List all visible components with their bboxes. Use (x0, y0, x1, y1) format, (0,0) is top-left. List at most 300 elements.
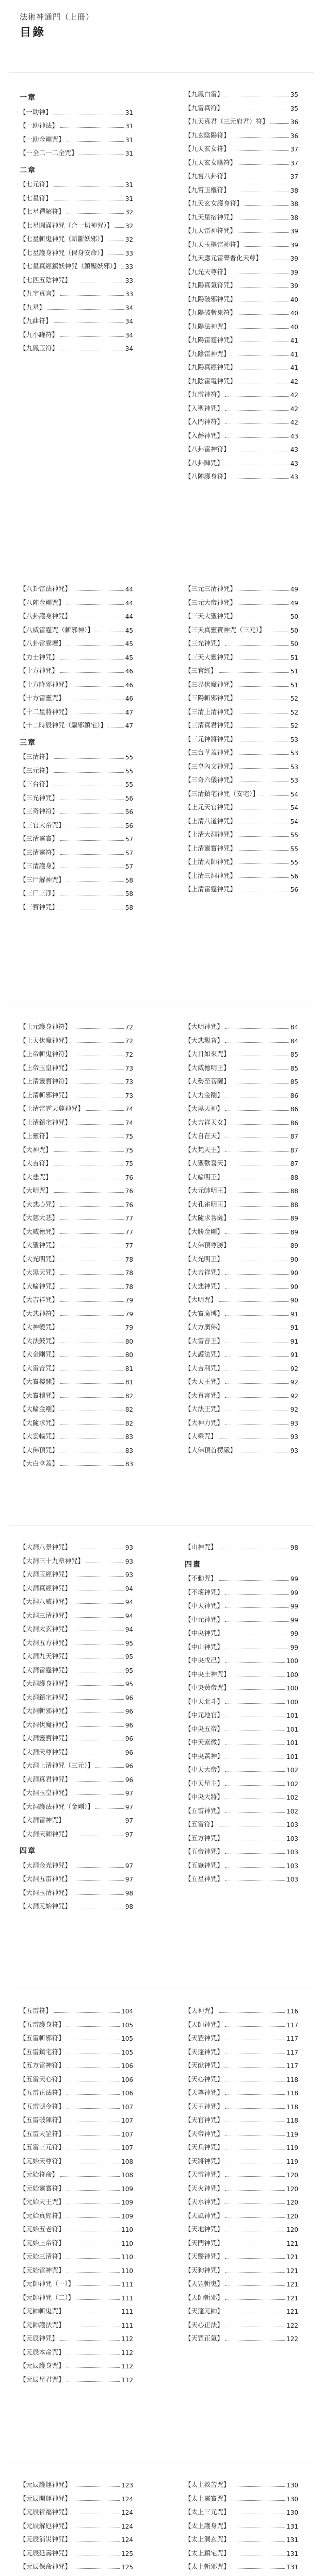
toc-entry[interactable] (185, 2046, 298, 2056)
toc-entry[interactable] (185, 252, 298, 262)
toc-entry[interactable] (185, 402, 298, 413)
toc-entry[interactable] (20, 1376, 133, 1386)
toc-entry[interactable] (20, 1430, 133, 1440)
toc-entry[interactable] (20, 2506, 133, 2516)
toc-entry[interactable] (185, 2520, 298, 2530)
toc-entry[interactable] (20, 1746, 133, 1756)
toc-entry[interactable] (20, 1458, 133, 1468)
toc-entry[interactable] (20, 192, 133, 202)
toc-entry[interactable] (20, 1787, 133, 1797)
toc-entry-title: 【九天雷神符咒】 (185, 227, 237, 234)
toc-entry[interactable] (185, 293, 298, 303)
toc-entry[interactable] (185, 828, 298, 839)
toc-entry[interactable] (20, 2223, 133, 2233)
toc-entry[interactable] (20, 315, 133, 325)
toc-entry-title: 【九小罐符】 (20, 330, 59, 338)
toc-entry[interactable] (20, 2087, 133, 2097)
toc-entry[interactable] (185, 2292, 298, 2302)
toc-entry[interactable] (20, 765, 133, 775)
toc-entry[interactable] (20, 846, 133, 857)
toc-entry[interactable] (185, 2168, 298, 2179)
toc-entry[interactable] (185, 457, 298, 467)
toc-entry[interactable] (185, 1130, 298, 1140)
toc-entry[interactable] (185, 637, 298, 648)
toc-entry[interactable] (185, 2493, 298, 2503)
toc-entry[interactable] (20, 2533, 133, 2544)
toc-entry[interactable] (20, 2168, 133, 2179)
toc-entry[interactable] (20, 1828, 133, 1838)
toc-entry[interactable] (185, 416, 298, 426)
toc-entry[interactable] (20, 2155, 133, 2165)
toc-entry[interactable] (185, 2278, 298, 2288)
toc-entry[interactable] (185, 2196, 298, 2206)
toc-entry[interactable] (20, 610, 133, 620)
toc-entry[interactable] (20, 2032, 133, 2042)
toc-entry[interactable] (185, 692, 298, 702)
toc-entry[interactable] (185, 1184, 298, 1195)
toc-entry[interactable] (185, 842, 298, 853)
dot-leader (60, 295, 124, 296)
toc-entry[interactable] (185, 1709, 298, 1719)
toc-entry[interactable] (20, 260, 133, 270)
toc-entry[interactable] (20, 2547, 133, 2557)
toc-entry-title: 【一全二一二全咒】 (20, 149, 78, 157)
toc-entry[interactable] (185, 2073, 298, 2083)
toc-entry[interactable] (20, 1212, 133, 1222)
toc-entry[interactable] (185, 719, 298, 730)
toc-entry[interactable] (20, 1321, 133, 1331)
toc-entry[interactable] (185, 443, 298, 453)
dot-leader (60, 672, 124, 673)
toc-entry[interactable] (20, 2196, 133, 2206)
toc-entry[interactable] (185, 1696, 298, 1706)
toc-entry[interactable] (20, 1144, 133, 1154)
toc-entry[interactable] (185, 651, 298, 662)
toc-entry[interactable] (20, 1089, 133, 1099)
toc-entry[interactable] (185, 1805, 298, 1815)
toc-entry[interactable] (20, 792, 133, 802)
toc-entry[interactable] (185, 430, 298, 440)
toc-entry[interactable] (20, 1541, 133, 1551)
toc-entry[interactable] (20, 624, 133, 634)
toc-entry-title: 【天地神咒】 (185, 2225, 224, 2233)
toc-entry[interactable] (185, 102, 298, 112)
toc-entry[interactable] (20, 751, 133, 761)
toc-entry[interactable] (20, 2046, 133, 2056)
toc-entry[interactable] (185, 1723, 298, 1733)
toc-entry-title: 【天罡斬鬼】 (185, 2280, 224, 2287)
toc-entry[interactable] (20, 2319, 133, 2329)
toc-entry[interactable] (185, 2114, 298, 2124)
toc-entry-title: 【九陽法神咒】 (185, 322, 230, 330)
toc-entry[interactable] (20, 1198, 133, 1209)
toc-entry[interactable] (20, 1103, 133, 1113)
toc-entry[interactable] (185, 665, 298, 675)
toc-entry[interactable] (185, 2547, 298, 2557)
toc-entry[interactable] (20, 206, 133, 216)
toc-entry[interactable] (185, 1239, 298, 1249)
toc-entry[interactable] (20, 1280, 133, 1291)
toc-entry[interactable] (185, 115, 298, 126)
toc-entry[interactable] (185, 334, 298, 344)
toc-entry[interactable] (185, 2250, 298, 2261)
toc-entry[interactable] (185, 1572, 298, 1583)
toc-entry[interactable] (20, 901, 133, 911)
toc-entry[interactable] (20, 597, 133, 607)
toc-entry[interactable] (185, 1035, 298, 1045)
toc-entry[interactable] (20, 1859, 133, 1870)
dot-leader (225, 1880, 285, 1881)
toc-entry[interactable] (20, 2479, 133, 2489)
toc-entry[interactable] (20, 2493, 133, 2503)
toc-entry[interactable] (20, 1900, 133, 1910)
toc-entry[interactable] (20, 2100, 133, 2111)
toc-entry[interactable] (20, 2141, 133, 2151)
toc-entry[interactable] (20, 805, 133, 816)
dot-leader (219, 672, 289, 673)
toc-entry[interactable] (185, 1627, 298, 1637)
toc-entry[interactable] (20, 2360, 133, 2370)
dot-leader (67, 2108, 120, 2109)
toc-entry[interactable] (185, 597, 298, 607)
toc-entry[interactable] (185, 733, 298, 743)
toc-entry[interactable] (20, 1623, 133, 1633)
toc-entry[interactable] (20, 819, 133, 829)
toc-entry[interactable] (185, 1116, 298, 1127)
toc-entry[interactable] (20, 147, 133, 157)
toc-entry[interactable] (20, 1677, 133, 1688)
toc-entry[interactable] (185, 170, 298, 180)
toc-entry[interactable] (185, 1348, 298, 1359)
toc-entry[interactable] (185, 1075, 298, 1086)
toc-entry[interactable] (185, 2305, 298, 2315)
toc-entry[interactable] (20, 637, 133, 648)
toc-entry[interactable] (185, 211, 298, 222)
toc-entry[interactable] (185, 2100, 298, 2111)
toc-entry[interactable] (185, 1376, 298, 1386)
toc-entry[interactable] (185, 2479, 298, 2489)
toc-entry[interactable] (20, 2574, 133, 2576)
toc-entry[interactable] (185, 1171, 298, 1181)
toc-entry[interactable] (185, 2210, 298, 2220)
toc-entry[interactable] (20, 1075, 133, 1086)
toc-entry[interactable] (20, 2264, 133, 2275)
toc-entry[interactable] (20, 120, 133, 130)
toc-entry[interactable] (20, 778, 133, 788)
toc-entry[interactable] (185, 1818, 298, 1828)
toc-entry[interactable] (185, 2182, 298, 2193)
toc-entry[interactable] (20, 287, 133, 298)
toc-entry[interactable] (20, 1417, 133, 1427)
toc-entry[interactable] (20, 1650, 133, 1660)
toc-entry[interactable] (185, 1736, 298, 1747)
toc-entry-page: 93 (290, 1419, 298, 1427)
toc-entry[interactable] (20, 2005, 133, 2015)
toc-entry[interactable] (20, 1555, 133, 1565)
toc-entry[interactable] (185, 2319, 298, 2329)
toc-entry[interactable] (185, 1198, 298, 1209)
toc-entry[interactable] (20, 106, 133, 116)
toc-entry[interactable] (20, 1130, 133, 1140)
toc-entry[interactable] (185, 143, 298, 153)
toc-entry[interactable] (20, 1609, 133, 1620)
toc-entry[interactable] (185, 2019, 298, 2029)
toc-entry[interactable] (185, 1321, 298, 1331)
toc-entry[interactable] (20, 692, 133, 702)
toc-entry[interactable] (185, 239, 298, 249)
toc-entry[interactable] (185, 1777, 298, 1788)
toc-entry[interactable] (185, 1750, 298, 1760)
toc-entry[interactable] (20, 1184, 133, 1195)
toc-entry[interactable] (20, 583, 133, 593)
toc-entry[interactable] (185, 1417, 298, 1427)
toc-entry[interactable] (20, 1664, 133, 1674)
toc-entry[interactable] (185, 1389, 298, 1400)
toc-entry[interactable] (185, 2032, 298, 2042)
toc-entry[interactable] (185, 583, 298, 593)
toc-entry[interactable] (185, 157, 298, 167)
toc-entry[interactable] (20, 860, 133, 870)
toc-entry[interactable] (185, 320, 298, 331)
dot-leader (73, 2568, 120, 2569)
toc-entry[interactable] (20, 706, 133, 716)
toc-entry[interactable] (20, 1691, 133, 1702)
toc-entry[interactable] (20, 1596, 133, 1606)
toc-entry[interactable] (20, 2182, 133, 2193)
toc-entry[interactable] (185, 1859, 298, 1870)
toc-entry[interactable] (20, 2305, 133, 2315)
toc-entry[interactable] (20, 1887, 133, 1897)
toc-entry[interactable] (185, 2155, 298, 2165)
toc-entry[interactable] (20, 1062, 133, 1072)
toc-entry[interactable] (185, 1226, 298, 1236)
toc-entry[interactable] (185, 870, 298, 880)
toc-entry[interactable] (185, 760, 298, 771)
toc-entry[interactable] (185, 2561, 298, 2571)
toc-entry[interactable] (185, 1430, 298, 1440)
toc-entry[interactable] (185, 88, 298, 98)
toc-entry[interactable] (20, 1348, 133, 1359)
toc-entry[interactable] (20, 1157, 133, 1167)
toc-entry[interactable] (185, 307, 298, 317)
toc-entry[interactable] (20, 178, 133, 189)
toc-entry[interactable] (20, 2210, 133, 2220)
toc-entry[interactable] (185, 388, 298, 399)
toc-entry[interactable] (185, 1586, 298, 1597)
toc-entry-page: 31 (125, 181, 133, 189)
toc-entry[interactable] (20, 1239, 133, 1249)
toc-entry[interactable] (185, 624, 298, 634)
toc-entry[interactable] (20, 1308, 133, 1318)
toc-entry[interactable] (20, 1335, 133, 1345)
toc-entry[interactable] (185, 1845, 298, 1856)
toc-entry[interactable] (185, 1654, 298, 1665)
toc-entry[interactable] (185, 197, 298, 208)
toc-entry[interactable] (20, 219, 133, 230)
toc-entry[interactable] (20, 874, 133, 884)
toc-entry[interactable] (20, 2073, 133, 2083)
toc-entry[interactable] (185, 1682, 298, 1692)
toc-entry[interactable] (20, 2520, 133, 2530)
toc-entry[interactable] (185, 774, 298, 784)
toc-entry-page: 111 (121, 2294, 133, 2302)
toc-entry[interactable] (20, 2128, 133, 2138)
toc-entry[interactable] (20, 329, 133, 339)
toc-entry[interactable] (185, 225, 298, 235)
toc-entry[interactable] (185, 1600, 298, 1610)
toc-entry[interactable] (20, 1582, 133, 1592)
toc-entry[interactable] (185, 1266, 298, 1277)
toc-entry[interactable] (185, 1873, 298, 1883)
toc-entry[interactable] (20, 342, 133, 352)
toc-entry[interactable] (185, 279, 298, 290)
toc-entry[interactable] (185, 1541, 298, 1551)
toc-entry[interactable] (20, 651, 133, 662)
toc-entry[interactable] (20, 1171, 133, 1181)
toc-entry[interactable] (185, 1308, 298, 1318)
toc-entry[interactable] (185, 883, 298, 893)
toc-entry[interactable] (185, 679, 298, 689)
toc-entry[interactable] (20, 1021, 133, 1031)
toc-entry-page: 99 (290, 1616, 298, 1624)
toc-entry[interactable] (185, 2264, 298, 2275)
toc-entry[interactable] (20, 2561, 133, 2571)
toc-entry[interactable] (185, 129, 298, 140)
toc-entry[interactable] (185, 2059, 298, 2070)
toc-entry[interactable] (20, 1116, 133, 1127)
toc-entry[interactable] (20, 233, 133, 243)
toc-entry[interactable] (185, 856, 298, 866)
toc-entry[interactable] (20, 1362, 133, 1372)
toc-entry[interactable] (185, 1362, 298, 1372)
toc-entry[interactable] (185, 1062, 298, 1072)
toc-entry[interactable] (185, 747, 298, 757)
toc-entry[interactable] (20, 2059, 133, 2070)
toc-entry[interactable] (20, 2114, 133, 2124)
toc-entry[interactable] (185, 348, 298, 358)
toc-entry[interactable] (20, 833, 133, 843)
toc-entry[interactable] (20, 1444, 133, 1454)
toc-entry[interactable] (185, 2574, 298, 2576)
toc-entry[interactable] (20, 2374, 133, 2384)
toc-entry[interactable] (185, 1294, 298, 1304)
toc-entry[interactable] (20, 1873, 133, 1883)
toc-entry-page: 79 (125, 1324, 133, 1331)
toc-entry[interactable] (20, 1403, 133, 1413)
toc-entry[interactable] (185, 470, 298, 481)
toc-entry[interactable] (20, 665, 133, 675)
toc-entry[interactable] (185, 375, 298, 385)
toc-entry[interactable] (185, 184, 298, 194)
toc-entry[interactable] (20, 2237, 133, 2247)
toc-entry[interactable] (185, 2005, 298, 2015)
toc-entry[interactable] (20, 719, 133, 730)
toc-entry[interactable] (185, 788, 298, 798)
toc-entry[interactable] (185, 1641, 298, 1651)
toc-entry[interactable] (20, 1719, 133, 1729)
toc-entry[interactable] (185, 610, 298, 620)
toc-entry[interactable] (20, 1801, 133, 1811)
toc-entry[interactable] (185, 1764, 298, 1774)
toc-entry[interactable] (185, 2087, 298, 2097)
toc-entry[interactable] (20, 1759, 133, 1770)
toc-entry-page: 33 (125, 263, 133, 270)
toc-entry[interactable] (20, 247, 133, 257)
toc-entry[interactable] (185, 801, 298, 811)
toc-entry[interactable] (185, 2533, 298, 2544)
toc-entry[interactable] (20, 1568, 133, 1579)
toc-entry[interactable] (185, 1253, 298, 1263)
toc-entry[interactable] (185, 2128, 298, 2138)
toc-entry-title: 【大雲輪咒】 (20, 1432, 59, 1440)
toc-entry[interactable] (20, 1048, 133, 1058)
toc-entry[interactable] (20, 1226, 133, 1236)
toc-entry[interactable] (185, 361, 298, 371)
toc-entry[interactable] (20, 274, 133, 284)
toc-entry[interactable] (185, 1335, 298, 1345)
toc-entry[interactable] (20, 1389, 133, 1400)
dot-leader (238, 164, 289, 165)
toc-entry[interactable] (185, 2237, 298, 2247)
toc-entry-title: 【元辰延壽神咒】 (20, 2549, 72, 2557)
toc-entry[interactable] (185, 1048, 298, 1058)
toc-entry[interactable] (20, 887, 133, 897)
toc-entry[interactable] (20, 2346, 133, 2357)
toc-entry[interactable] (20, 679, 133, 689)
toc-entry[interactable] (20, 2332, 133, 2343)
toc-entry[interactable] (20, 1253, 133, 1263)
toc-entry[interactable] (185, 706, 298, 716)
toc-entry[interactable] (185, 1103, 298, 1113)
toc-entry[interactable] (185, 1832, 298, 1842)
toc-entry-page: 105 (121, 2048, 133, 2056)
toc-entry-title: 【九陽破邪神咒】 (185, 295, 237, 303)
toc-entry[interactable] (20, 1732, 133, 1742)
toc-entry[interactable] (185, 1668, 298, 1679)
toc-entry[interactable] (20, 2278, 133, 2288)
toc-entry[interactable] (20, 301, 133, 312)
toc-entry[interactable] (20, 2019, 133, 2029)
toc-entry[interactable] (185, 266, 298, 276)
toc-entry[interactable] (20, 2292, 133, 2302)
toc-entry[interactable] (20, 1705, 133, 1715)
toc-entry[interactable] (20, 1266, 133, 1277)
toc-entry[interactable] (185, 1089, 298, 1099)
toc-entry-title: 【天心正法】 (185, 2320, 224, 2329)
toc-entry[interactable] (20, 1294, 133, 1304)
toc-entry[interactable] (185, 815, 298, 825)
toc-entry[interactable] (185, 2141, 298, 2151)
toc-entry[interactable] (185, 1157, 298, 1167)
toc-entry[interactable] (20, 1637, 133, 1647)
toc-entry[interactable] (185, 1403, 298, 1413)
toc-entry[interactable] (185, 1791, 298, 1801)
toc-entry[interactable] (20, 1035, 133, 1045)
toc-entry[interactable] (185, 1614, 298, 1624)
toc-entry[interactable] (20, 133, 133, 144)
toc-entry[interactable] (185, 1444, 298, 1454)
toc-entry[interactable] (185, 2332, 298, 2343)
toc-entry[interactable] (20, 1814, 133, 1824)
toc-entry[interactable] (185, 1021, 298, 1031)
toc-entry[interactable] (20, 2250, 133, 2261)
toc-entry[interactable] (185, 2223, 298, 2233)
toc-entry[interactable] (20, 1773, 133, 1784)
toc-entry[interactable] (185, 1280, 298, 1291)
toc-entry[interactable] (185, 1212, 298, 1222)
toc-entry[interactable] (185, 2506, 298, 2516)
toc-entry[interactable] (185, 1144, 298, 1154)
